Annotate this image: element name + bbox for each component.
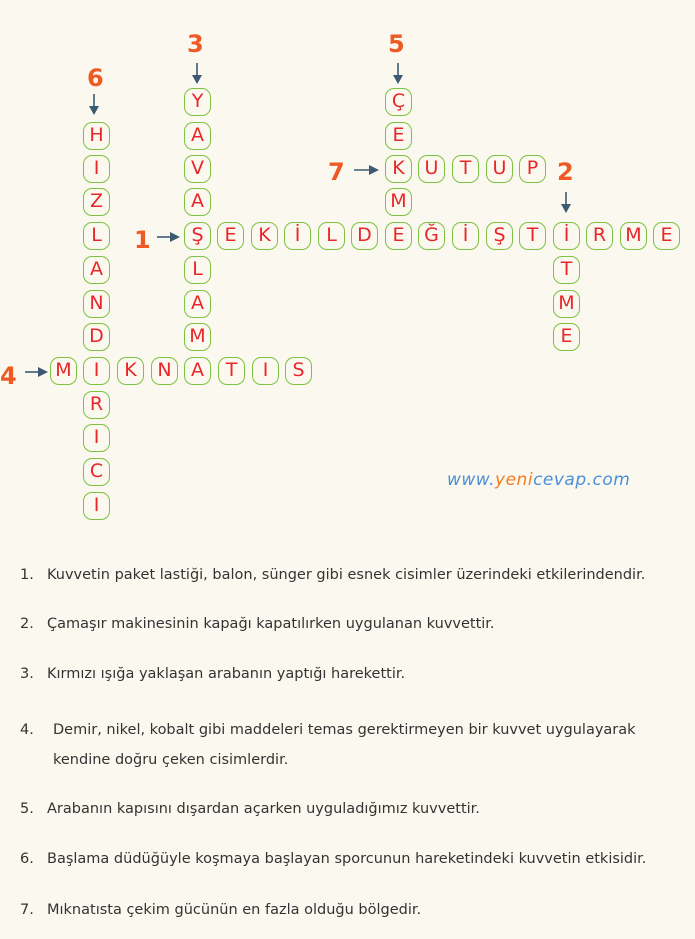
cell-3-8[interactable]: M xyxy=(184,323,211,351)
cell-3-4[interactable]: A xyxy=(184,188,211,216)
clue-1 xyxy=(20,560,693,590)
word-number-4: 4 xyxy=(0,362,17,390)
cell-1-4[interactable]: İ xyxy=(284,222,311,250)
cell-6-5[interactable]: A xyxy=(83,256,110,284)
cell-6-9[interactable]: R xyxy=(83,391,110,419)
cell-6-8[interactable]: I xyxy=(83,357,110,385)
arrow-right-icon xyxy=(25,366,49,378)
arrow-right-icon xyxy=(354,164,380,176)
cell-5-1[interactable]: Ç xyxy=(385,88,412,116)
cell-7-2[interactable]: U xyxy=(418,155,445,183)
clue-text: Kırmızı ışığa yaklaşan arabanın yaptığı harekettir. xyxy=(47,666,406,682)
cell-3-7[interactable]: A xyxy=(184,290,211,318)
cell-4-3[interactable]: K xyxy=(117,357,144,385)
cell-3-5[interactable]: Ş xyxy=(184,222,211,250)
cell-5-3[interactable]: K xyxy=(385,155,412,183)
clue-4 xyxy=(20,715,693,775)
cell-1-13[interactable]: R xyxy=(586,222,613,250)
cell-1-6[interactable]: D xyxy=(351,222,378,250)
cell-6-6[interactable]: N xyxy=(83,290,110,318)
clue-text: Kuvvetin paket lastiği, balon, sünger gibi esnek cisimler üzerindeki etkilerindendir. xyxy=(47,567,646,583)
clue-number: 3. xyxy=(20,666,34,682)
clue-3 xyxy=(20,659,693,689)
cell-7-4[interactable]: U xyxy=(486,155,513,183)
cell-1-12[interactable]: İ xyxy=(553,222,580,250)
cell-6-7[interactable]: D xyxy=(83,323,110,351)
clue-6 xyxy=(20,844,693,874)
cell-3-1[interactable]: Y xyxy=(184,88,211,116)
word-number-1: 1 xyxy=(134,226,151,254)
arrow-down-icon xyxy=(392,63,404,85)
clue-number: 2. xyxy=(20,616,34,632)
cell-6-1[interactable]: H xyxy=(83,122,110,150)
cell-1-3[interactable]: K xyxy=(251,222,278,250)
cell-1-5[interactable]: L xyxy=(318,222,345,250)
cell-6-3[interactable]: Z xyxy=(83,188,110,216)
arrow-down-icon xyxy=(191,63,203,85)
cell-3-6[interactable]: L xyxy=(184,256,211,284)
cell-6-2[interactable]: I xyxy=(83,155,110,183)
cell-5-5[interactable]: E xyxy=(385,222,412,250)
clue-text: Başlama düdüğüyle koşmaya başlayan sporcunun hareketindeki kuvvetin etkisidir. xyxy=(47,851,647,867)
cell-3-3[interactable]: V xyxy=(184,155,211,183)
cell-2-4[interactable]: E xyxy=(553,323,580,351)
clue-number: 4. xyxy=(20,722,34,738)
cell-2-2[interactable]: T xyxy=(553,256,580,284)
cell-3-2[interactable]: A xyxy=(184,122,211,150)
clue-number: 1. xyxy=(20,567,34,583)
cell-5-2[interactable]: E xyxy=(385,122,412,150)
clue-2 xyxy=(20,609,693,639)
clue-number: 7. xyxy=(20,902,34,918)
cell-4-4[interactable]: N xyxy=(151,357,178,385)
cell-6-4[interactable]: L xyxy=(83,222,110,250)
word-number-5: 5 xyxy=(388,30,405,58)
cell-4-8[interactable]: S xyxy=(285,357,312,385)
cell-4-1[interactable]: M xyxy=(50,357,77,385)
clue-7 xyxy=(20,895,693,925)
watermark xyxy=(447,470,630,490)
word-number-2: 2 xyxy=(557,158,574,186)
clue-number: 5. xyxy=(20,801,34,817)
clue-text: Mıknatısta çekim gücünün en fazla olduğu bölgedir. xyxy=(47,902,422,918)
cell-1-10[interactable]: Ş xyxy=(486,222,513,250)
arrow-right-icon xyxy=(157,231,181,243)
cell-1-11[interactable]: T xyxy=(519,222,546,250)
cell-4-7[interactable]: I xyxy=(252,357,279,385)
cell-4-6[interactable]: T xyxy=(218,357,245,385)
cell-1-9[interactable]: İ xyxy=(452,222,479,250)
watermark-accent: yeni xyxy=(495,470,534,490)
cell-7-3[interactable]: T xyxy=(452,155,479,183)
clue-text: Çamaşır makinesinin kapağı kapatılırken uygulanan kuvvettir. xyxy=(47,616,495,632)
cell-6-10[interactable]: I xyxy=(83,424,110,452)
cell-5-4[interactable]: M xyxy=(385,188,412,216)
cell-1-14[interactable]: M xyxy=(620,222,647,250)
cell-7-5[interactable]: P xyxy=(519,155,546,183)
clue-text: Arabanın kapısını dışardan açarken uyguladığımız kuvvettir. xyxy=(47,801,480,817)
clue-text: Demir, nikel, kobalt gibi maddeleri temas gerektirmeyen bir kuvvet uygulayarak kendine doğru çeken cisimlerdir. xyxy=(53,722,636,768)
word-number-7: 7 xyxy=(328,158,345,186)
cell-6-12[interactable]: I xyxy=(83,492,110,520)
cell-1-15[interactable]: E xyxy=(653,222,680,250)
clue-number: 6. xyxy=(20,851,34,867)
cell-1-2[interactable]: E xyxy=(217,222,244,250)
cell-6-11[interactable]: C xyxy=(83,458,110,486)
watermark-prefix: www. xyxy=(447,470,496,490)
cell-2-3[interactable]: M xyxy=(553,290,580,318)
clue-5 xyxy=(20,794,693,824)
arrow-down-icon xyxy=(560,192,572,214)
arrow-down-icon xyxy=(88,94,100,116)
cell-3-9[interactable]: A xyxy=(184,357,211,385)
word-number-6: 6 xyxy=(87,64,104,92)
word-number-3: 3 xyxy=(187,30,204,58)
cell-1-8[interactable]: Ğ xyxy=(418,222,445,250)
watermark-suffix: cevap.com xyxy=(533,470,631,490)
